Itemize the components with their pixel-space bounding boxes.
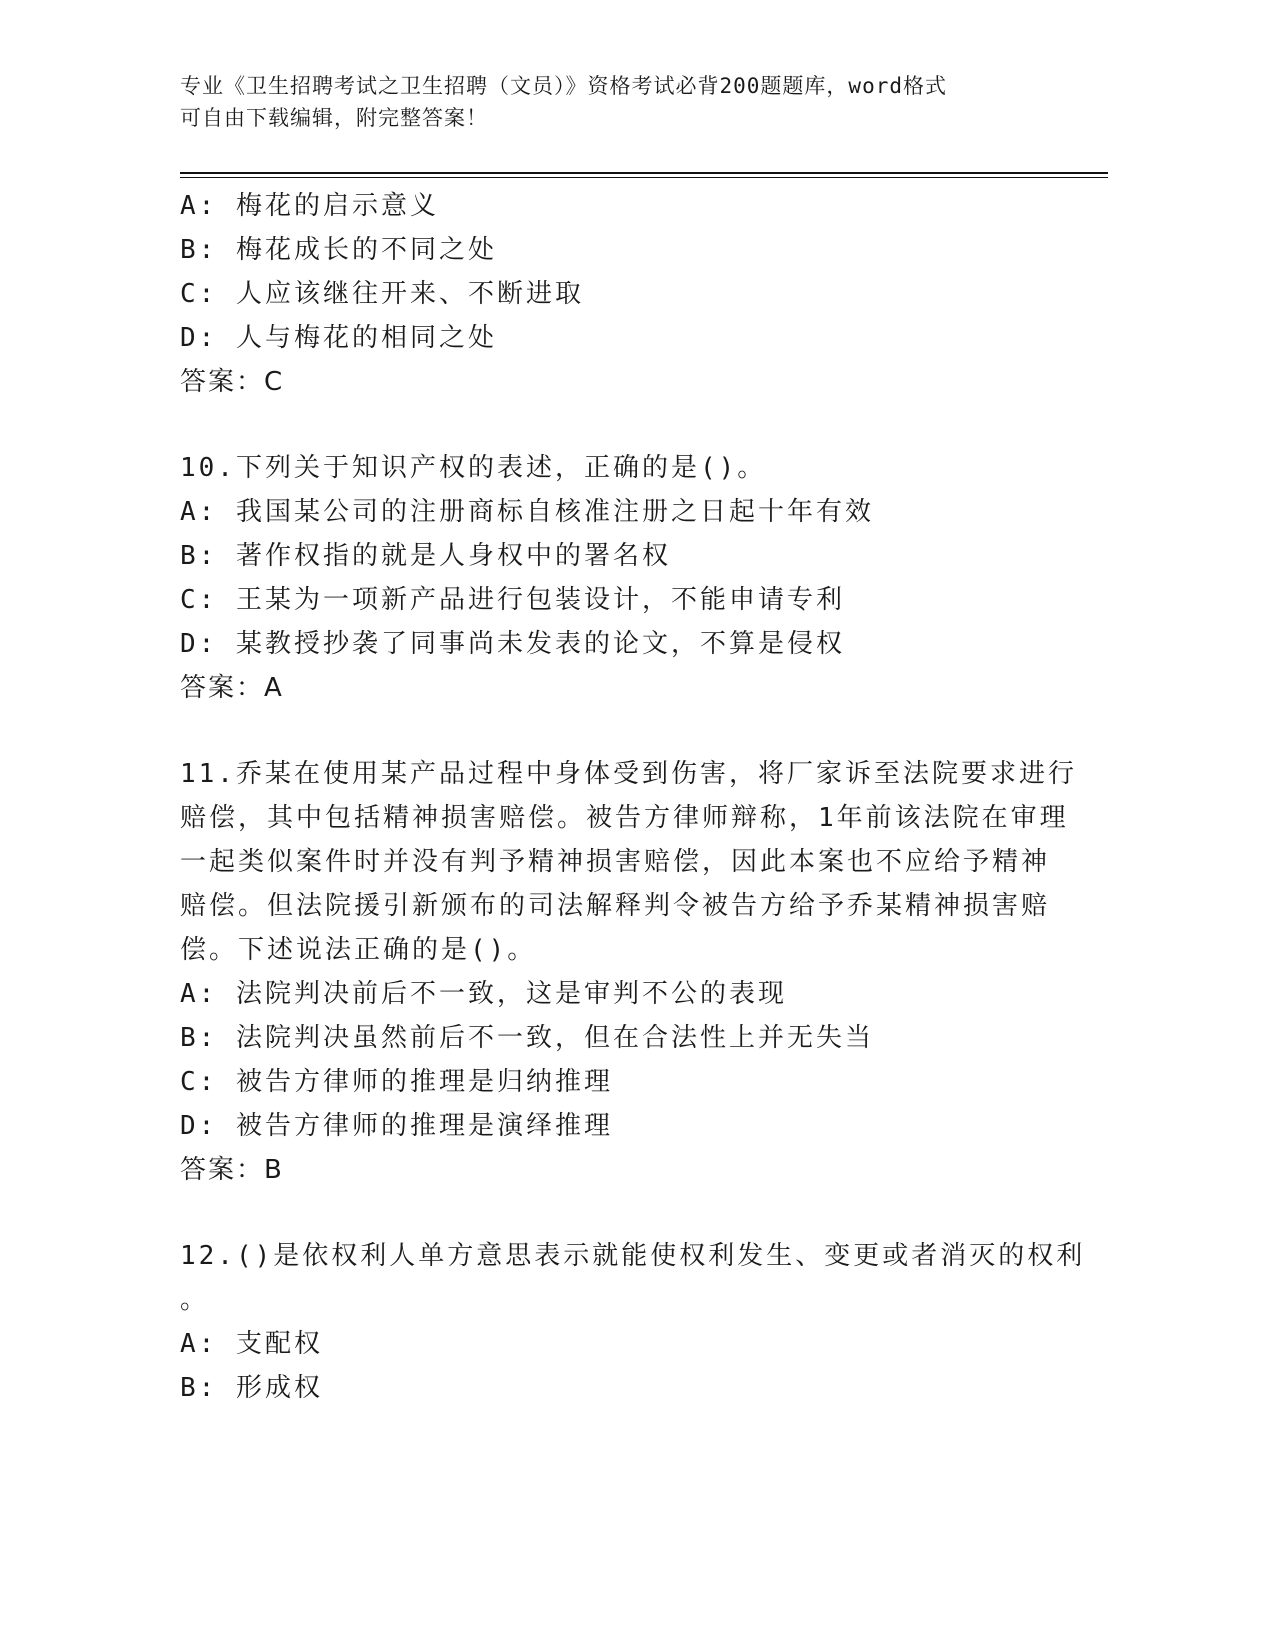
question-12 [180,1234,1086,1410]
option-a: A: 支配权 [180,1329,323,1359]
question-stem-line-3: 一起类似案件时并没有判予精神损害赔偿，因此本案也不应给予精神 [180,847,1051,877]
question-stem-line-2: 赔偿，其中包括精神损害赔偿。被告方律师辩称，1年前该法院在审理 [180,803,1069,833]
option-d: D: 某教授抄袭了同事尚未发表的论文，不算是侵权 [180,629,845,659]
option-b: B: 梅花成长的不同之处 [180,235,497,265]
header-divider-thick [180,172,1108,174]
header-divider-thin [180,177,1108,178]
answer-line: 答案：A [180,673,284,703]
question-10 [180,446,1080,710]
option-a: A: 我国某公司的注册商标自核准注册之日起十年有效 [180,497,874,527]
question-11 [180,752,1080,1192]
answer-line: 答案：C [180,367,285,397]
option-a: A: 法院判决前后不一致，这是审判不公的表现 [180,979,787,1009]
question-stem-line-1: 11.乔某在使用某产品过程中身体受到伤害，将厂家诉至法院要求进行 [180,759,1077,789]
header-line-1: 专业《卫生招聘考试之卫生招聘（文员）》资格考试必背200题题库，word格式 [180,74,947,98]
spacer [180,404,1080,446]
option-c: C: 人应该继往开来、不断进取 [180,279,584,309]
question-stem: 10.下列关于知识产权的表述，正确的是()。 [180,453,767,483]
option-a: A: 梅花的启示意义 [180,191,439,221]
question-stem-line-4: 赔偿。但法院援引新颁布的司法解释判令被告方给予乔某精神损害赔 [180,891,1051,921]
question-list [180,184,1086,1410]
option-b: B: 著作权指的就是人身权中的署名权 [180,541,671,571]
option-b: B: 法院判决虽然前后不一致，但在合法性上并无失当 [180,1023,874,1053]
document-header [180,70,1080,134]
option-c: C: 王某为一项新产品进行包装设计，不能申请专利 [180,585,845,615]
question-9 [180,184,1080,404]
option-c: C: 被告方律师的推理是归纳推理 [180,1067,613,1097]
answer-line: 答案：B [180,1155,284,1185]
question-stem-line-5: 偿。下述说法正确的是()。 [180,935,537,965]
spacer [180,710,1080,752]
option-d: D: 人与梅花的相同之处 [180,323,497,353]
spacer [180,1192,1080,1234]
option-d: D: 被告方律师的推理是演绎推理 [180,1111,613,1141]
option-b: B: 形成权 [180,1373,323,1403]
question-stem-line-2: 。 [180,1285,210,1315]
question-stem-line-1: 12.()是依权利人单方意思表示就能使权利发生、变更或者消灭的权利 [180,1241,1086,1271]
header-line-2: 可自由下载编辑，附完整答案！ [180,106,488,130]
